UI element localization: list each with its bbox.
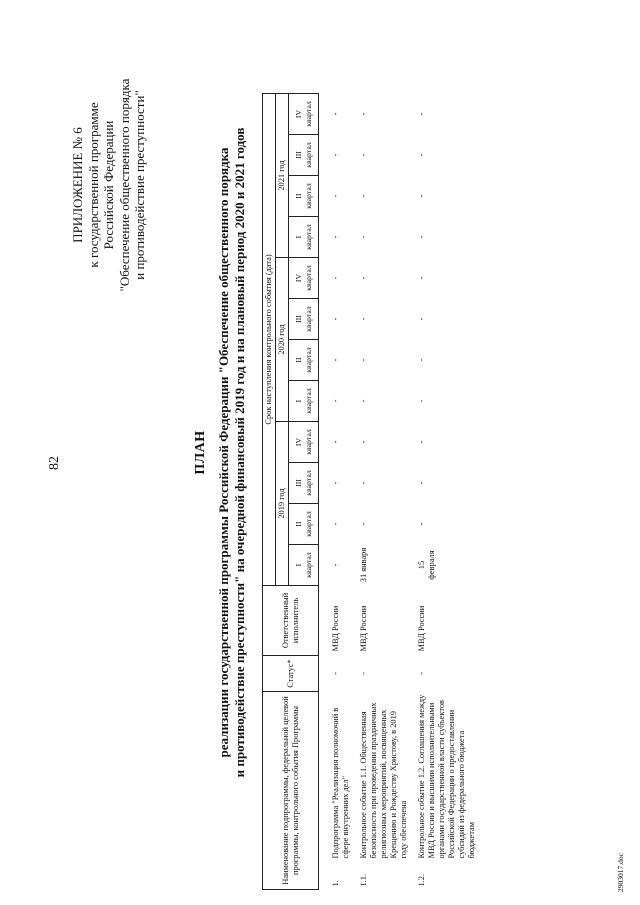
quarter-word: квартал (303, 347, 313, 373)
row-quarter-value: - (331, 440, 340, 444)
header-year: 2021 год (276, 94, 289, 258)
header-deadline: Срок наступления контрольного события (дата) (263, 94, 276, 586)
row-quarter-value: - (359, 194, 368, 198)
quarter-number: III (293, 479, 303, 487)
row-quarter-value: - (417, 235, 426, 239)
row-quarter-value: - (359, 358, 368, 362)
header-name: Наименование подпрограммы, федеральной целевой программы, контрольного события Программы (263, 692, 319, 890)
row-executor: МВД России (417, 605, 426, 652)
row-number: 1.2. (417, 873, 426, 887)
row-quarter-value: - (331, 522, 340, 526)
header-year: 2019 год (276, 422, 289, 586)
row-executor: МВД России (331, 605, 340, 652)
header-status: Статус* (263, 656, 319, 692)
appendix-line: ПРИЛОЖЕНИЕ № 6 (70, 127, 85, 243)
quarter-word: квартал (303, 101, 313, 127)
header-quarter (289, 504, 319, 545)
quarter-word: квартал (303, 511, 313, 537)
row-quarter-value: - (331, 112, 340, 116)
quarter-word: квартал (303, 265, 313, 291)
quarter-word: квартал (303, 470, 313, 496)
quarter-number: IV (293, 437, 303, 447)
row-quarter-value: - (331, 563, 340, 567)
row-quarter-value: - (359, 522, 368, 526)
header-quarter (289, 258, 319, 299)
row-quarter-value: - (359, 317, 368, 321)
quarter-number: I (293, 563, 303, 567)
quarter-number: III (293, 315, 303, 323)
row-quarter-value: - (331, 194, 340, 198)
row-quarter-value: - (331, 317, 340, 321)
row-status: - (331, 672, 340, 675)
header-quarter (289, 94, 319, 135)
row-quarter-value: 31 января (359, 547, 368, 583)
quarter-number: I (293, 399, 303, 403)
quarter-number: IV (293, 109, 303, 119)
row-quarter-value: - (417, 317, 426, 321)
quarter-number: III (293, 151, 303, 159)
header-quarter (289, 463, 319, 504)
quarter-number: II (293, 521, 303, 527)
row-quarter-value: - (417, 153, 426, 157)
header-quarter (289, 422, 319, 463)
quarter-number: II (293, 357, 303, 363)
row-quarter-value: - (331, 276, 340, 280)
header-quarter (289, 381, 319, 422)
row-status: - (359, 672, 368, 675)
row-quarter-value: - (359, 276, 368, 280)
row-executor: МВД России (359, 605, 368, 652)
row-quarter-value: - (331, 399, 340, 403)
row-quarter-value: - (359, 235, 368, 239)
quarter-number: II (293, 193, 303, 199)
quarter-word: квартал (303, 183, 313, 209)
appendix-line: "Обеспечение общественного порядка (116, 78, 132, 292)
quarter-number: I (293, 235, 303, 239)
page-number: 82 (47, 456, 62, 470)
row-quarter-value: - (417, 481, 426, 485)
header-quarter (289, 176, 319, 217)
table-row (319, 94, 356, 890)
table-row (355, 94, 413, 890)
row-quarter-value: - (417, 276, 426, 280)
document-subtitle (216, 0, 248, 905)
header-quarter (289, 545, 319, 586)
row-name: Контрольное событие 1.1. Общественная безопасность при проведении праздничных религиозных мероприятий, посвященных Крещению и Рождеству Христову, в 2019 году обеспечена (359, 702, 408, 859)
table-body (319, 94, 482, 890)
row-quarter-value: - (359, 440, 368, 444)
row-quarter-value: - (331, 235, 340, 239)
row-quarter-value: - (359, 153, 368, 157)
header-quarter (289, 217, 319, 258)
quarter-word: квартал (303, 388, 313, 414)
header-quarter (289, 135, 319, 176)
row-quarter-value: - (417, 194, 426, 198)
row-name: Контрольное событие 1.2. Соглашения между МВД России и высшими исполнительными органами государственной власти субъектов Российской Федерации о предоставлении субсидий из федерального бюджета бюджетам (417, 694, 476, 859)
document-code: 2903017.doc (616, 853, 625, 892)
row-number: 1. (331, 880, 340, 887)
row-quarter-value: - (359, 399, 368, 403)
quarter-number: IV (293, 273, 303, 283)
header-quarter (289, 299, 319, 340)
appendix-line: к государственной программе (85, 102, 101, 268)
row-name: Подпрограмма "Реализация полномочий в сфере внутренних дел" (331, 707, 350, 859)
table-row (413, 94, 481, 890)
quarter-word: квартал (303, 142, 313, 168)
row-quarter-value: - (417, 358, 426, 362)
row-quarter-value: - (417, 522, 426, 526)
row-quarter-value: - (417, 112, 426, 116)
document-title: ПЛАН (193, 430, 208, 475)
row-quarter-value: - (331, 481, 340, 485)
row-status: - (417, 672, 426, 675)
subtitle-line: и противодействие преступности" на очередной финансовый 2019 год и на плановый период 2020 и 2021 годов (232, 127, 247, 778)
appendix-line: и противодействие преступности" (132, 90, 147, 280)
row-quarter-value: - (331, 358, 340, 362)
appendix-block (70, 25, 148, 345)
header-quarter (289, 340, 319, 381)
plan-table (262, 93, 481, 890)
row-quarter-value: 15 февраля (417, 550, 436, 580)
row-quarter-value: - (417, 440, 426, 444)
quarter-word: квартал (303, 429, 313, 455)
row-quarter-value: - (359, 112, 368, 116)
row-number: 1.1. (359, 873, 368, 887)
header-executor: Ответственный исполнитель (263, 586, 319, 656)
quarter-word: квартал (303, 552, 313, 578)
row-quarter-value: - (331, 153, 340, 157)
appendix-line: Российской Федерации (101, 120, 116, 250)
row-quarter-value: - (417, 399, 426, 403)
quarter-word: квартал (303, 306, 313, 332)
subtitle-line: реализации государственной программы Российской Федерации "Обеспечение общественного порядка (216, 147, 231, 758)
quarter-word: квартал (303, 224, 313, 250)
header-year: 2020 год (276, 258, 289, 422)
row-quarter-value: - (359, 481, 368, 485)
